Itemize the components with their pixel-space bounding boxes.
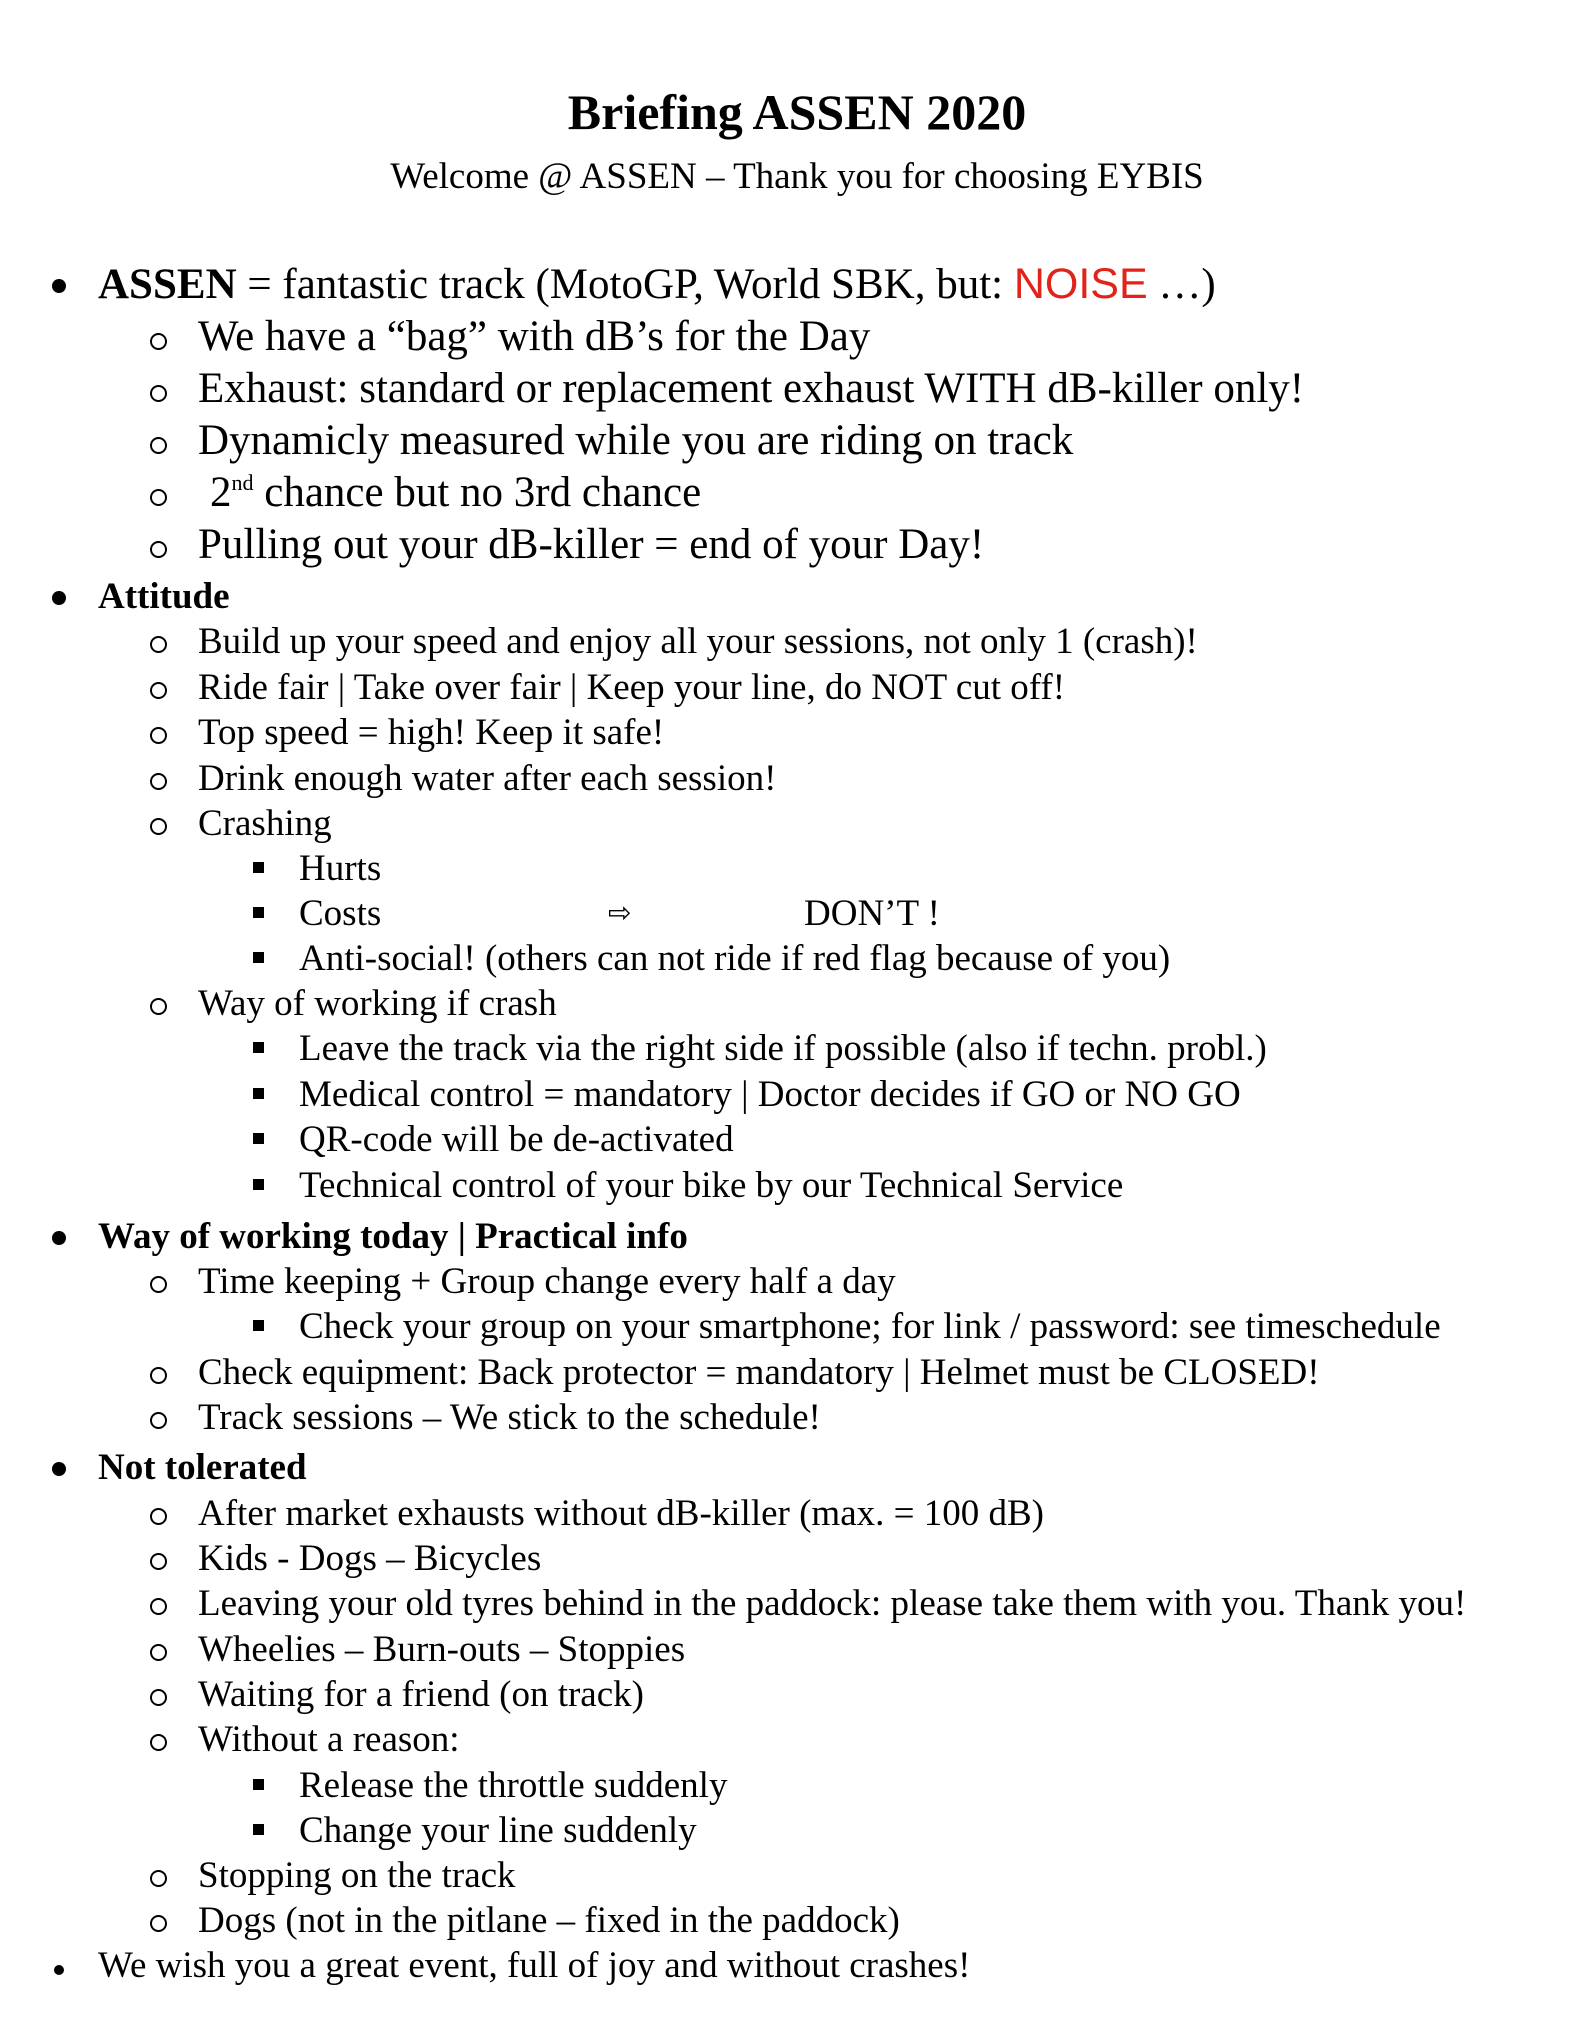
circle-bullet (150, 1508, 167, 1525)
square-bullet (253, 862, 264, 873)
bullet-dot (52, 1231, 66, 1245)
list-item: Leaving your old tyres behind in the paddock: please take them with you. Thank you! (198, 1583, 1467, 1624)
circle-bullet (150, 1689, 167, 1706)
circle-bullet (150, 773, 167, 790)
square-bullet (253, 1088, 264, 1099)
list-item: Without a reason: (198, 1719, 460, 1760)
list-item-second-chance (210, 468, 701, 517)
circle-bullet (150, 682, 167, 699)
second-chance-number: 2 (210, 469, 232, 516)
list-item: Drink enough water after each session! (198, 758, 777, 799)
sub-item: Change your line suddenly (299, 1810, 697, 1851)
sub-item: Check your group on your smartphone; for link / password: see timeschedule (299, 1306, 1441, 1347)
circle-bullet (150, 1276, 167, 1293)
attitude-heading: Attitude (98, 576, 230, 617)
circle-bullet (150, 636, 167, 653)
right-arrow-icon: ⇨ (608, 896, 632, 929)
list-item: Way of working if crash (198, 983, 557, 1024)
list-item: After market exhausts without dB-killer (max. = 100 dB) (198, 1493, 1044, 1534)
list-item: Pulling out your dB-killer = end of your Day! (198, 521, 985, 568)
circle-bullet (150, 1870, 167, 1887)
list-item: Build up your speed and enjoy all your sessions, not only 1 (crash)! (198, 621, 1198, 662)
list-item: Ride fair | Take over fair | Keep your line, do NOT cut off! (198, 667, 1066, 708)
second-chance-sup: nd (231, 470, 254, 495)
list-item: Stopping on the track (198, 1855, 516, 1896)
second-chance-text: chance but no 3rd chance (253, 469, 702, 516)
list-item: Time keeping + Group change every half a day (198, 1261, 896, 1302)
sub-item: Release the throttle suddenly (299, 1765, 728, 1806)
document-subtitle: Welcome @ ASSEN – Thank you for choosing EYBIS (390, 156, 1204, 197)
square-bullet (253, 1042, 264, 1053)
noise-highlight: NOISE (1013, 260, 1148, 308)
sub-item: Anti-social! (others can not ride if red flag because of you) (299, 938, 1171, 979)
list-item: Exhaust: standard or replacement exhaust WITH dB-killer only! (198, 365, 1305, 412)
sub-item: QR-code will be de-activated (299, 1119, 734, 1160)
assen-heading (98, 260, 1216, 309)
list-item: Dogs (not in the pitlane – fixed in the paddock) (198, 1900, 900, 1941)
list-item: Check equipment: Back protector = mandatory | Helmet must be CLOSED! (198, 1352, 1320, 1393)
circle-bullet (150, 541, 167, 558)
list-item: We have a “bag” with dB’s for the Day (198, 313, 871, 360)
circle-bullet (150, 385, 167, 402)
list-item: Top speed = high! Keep it safe! (198, 712, 665, 753)
dont-text: DON’T ! (804, 893, 940, 934)
assen-description-end: …) (1147, 261, 1216, 308)
sub-item: Costs (299, 893, 382, 934)
circle-bullet (150, 1598, 167, 1615)
circle-bullet (150, 1915, 167, 1932)
circle-bullet (150, 489, 167, 506)
sub-item: Hurts (299, 848, 382, 889)
circle-bullet (150, 1644, 167, 1661)
circle-bullet (150, 727, 167, 744)
assen-label: ASSEN (98, 261, 237, 308)
bullet-dot (52, 1462, 66, 1476)
not-tolerated-heading: Not tolerated (98, 1447, 307, 1488)
circle-bullet (150, 437, 167, 454)
square-bullet (253, 1179, 264, 1190)
list-item: Kids - Dogs – Bicycles (198, 1538, 542, 1579)
list-item: Waiting for a friend (on track) (198, 1674, 644, 1715)
list-item: Track sessions – We stick to the schedule! (198, 1397, 821, 1438)
circle-bullet (150, 998, 167, 1015)
square-bullet (253, 1133, 264, 1144)
sub-item: Technical control of your bike by our Technical Service (299, 1165, 1124, 1206)
circle-bullet (150, 1412, 167, 1429)
list-item: Crashing (198, 803, 332, 844)
bullet-dot (52, 591, 66, 605)
square-bullet (253, 1320, 264, 1331)
practical-heading: Way of working today | Practical info (98, 1216, 688, 1257)
document-title: Briefing ASSEN 2020 (567, 84, 1027, 140)
square-bullet (253, 1779, 264, 1790)
square-bullet (253, 1824, 264, 1835)
assen-description: = fantastic track (MotoGP, World SBK, but: (236, 261, 1014, 308)
circle-bullet (150, 1734, 167, 1751)
bullet-dot (52, 279, 66, 293)
list-item: Wheelies – Burn-outs – Stoppies (198, 1629, 686, 1670)
sub-item: Medical control = mandatory | Doctor decides if GO or NO GO (299, 1074, 1241, 1115)
sub-item: Leave the track via the right side if possible (also if techn. probl.) (299, 1028, 1267, 1069)
closing-line: We wish you a great event, full of joy and without crashes! (98, 1945, 971, 1986)
circle-bullet (150, 1367, 167, 1384)
circle-bullet (150, 1553, 167, 1570)
square-bullet (253, 907, 264, 918)
list-item: Dynamicly measured while you are riding on track (198, 417, 1074, 464)
circle-bullet (150, 333, 167, 350)
bullet-dot (54, 1965, 64, 1975)
circle-bullet (150, 818, 167, 835)
square-bullet (253, 952, 264, 963)
